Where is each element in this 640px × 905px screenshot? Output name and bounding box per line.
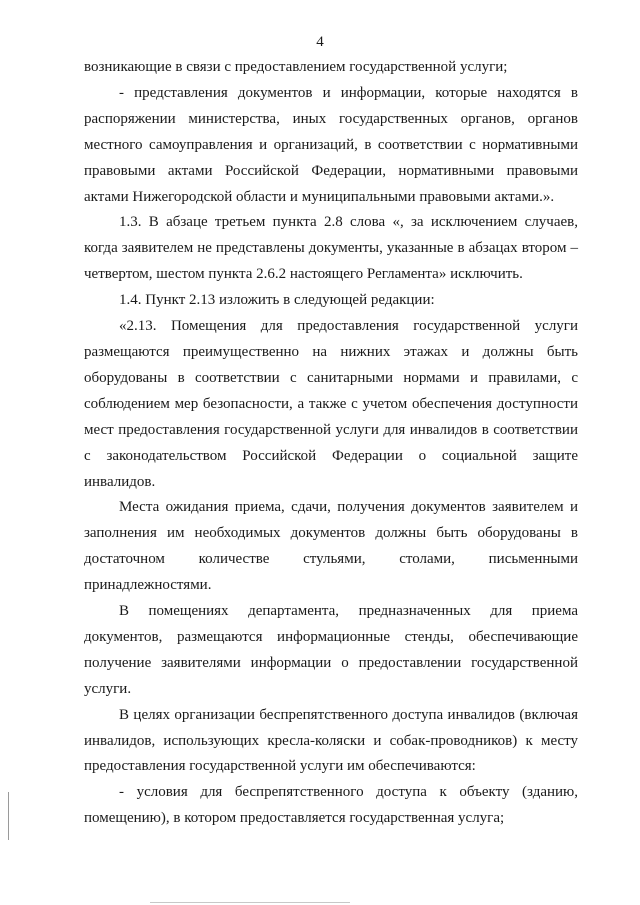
paragraph: - условия для беспрепятственного доступа к объекту (зданию, помещению), в котором предоставляется государственная услуга; — [84, 784, 578, 827]
paragraph: В целях организации беспрепятственного доступа инвалидов (включая инвалидов, использующих кресла-коляски и собак-проводников) к месту предоставления государственной услуги им обеспечиваются: — [84, 706, 578, 775]
scan-edge-mark — [8, 792, 9, 840]
paragraph: 1.4. Пункт 2.13 изложить в следующей редакции: — [119, 292, 435, 309]
paragraph: - представления документов и информации, которые находятся в распоряжении министерства, иных государственных органов, органов местного самоуправления и организаций, в соответствии с нормативными правовыми актами Российской Федерации, нормативными правовыми актами Нижегородской области и муниципальными правовыми актами.». — [84, 84, 578, 205]
paragraph: возникающие в связи с предоставлением государственной услуги; — [84, 59, 508, 75]
document-body — [84, 55, 578, 832]
paragraph: Места ожидания приема, сдачи, получения документов заявителем и заполнения им необходимых документов должны быть оборудованы в достаточном количестве стульями, столами, письменными принадлежностями. — [84, 499, 578, 594]
paragraph: В помещениях департамента, предназначенных для приема документов, размещаются информационные стенды, обеспечивающие получение заявителями информации о предоставлении государственной услуги. — [84, 603, 578, 697]
scan-bottom-line — [150, 902, 350, 903]
paragraph: 1.3. В абзаце третьем пункта 2.8 слова «, за исключением случаев, когда заявителем не представлены документы, указанные в абзацах втором – четвертом, шестом пункта 2.6.2 настоящего Регламента» исключить. — [84, 214, 578, 283]
page-number: 4 — [316, 34, 324, 50]
paragraph: «2.13. Помещения для предоставления государственной услуги размещаются преимущественно на нижних этажах и должны быть оборудованы в соответствии с санитарными нормами и правилами, с соблюдением мер безопасности, а также с учетом обеспечения доступности мест предоставления государственной услуги для инвалидов в соответствии с законодательством Российской Федерации о социальной защите инвалидов. — [84, 318, 578, 490]
